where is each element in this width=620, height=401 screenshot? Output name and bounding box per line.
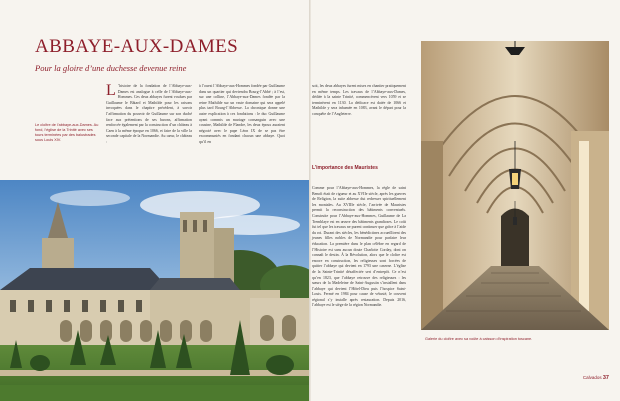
dropcap: L xyxy=(106,82,116,99)
body-text-1: ’histoire de la fondation de l’Abbaye-aux-Dames est analogue à celle de l’Abbaye-aux-Hommes. Ces deux abbayes furent voulues par Guillaume le Bâtard et Mathilde pour les raisons invoquées dans le chapitre précédent, à savoir l’affirmation du pouvoir de Guillaume sur son duché face aux prétentions de ses barons, affirmation renforcée également par la construction d’un château à Caen à la même époque en 1066, et faire de la ville la seconde capitale de la Normandie. Au cœur, le château : xyxy=(106,84,192,144)
caption-left: Le cloître de l’abbaye-aux-Dames. Au fond, l’église de la Trinité avec ses tours terminées par des balustrades sous Louis XIV. xyxy=(35,123,99,142)
body-column-3b: Comme pour l’Abbaye-aux-Hommes, la règle de saint Benoît était de rigueur et au XVIIe siècle, après les guerres de Religion, la suite abbesse dut redresser spirituellement les moniales. Au XVIIIe siècle, l’arrivée de Mauristes permit la reconstruction des bâtiments conventuels. Construite pour l’Abbaye-aux-Hommes, Guillaume de La Tremblaye est en œuvre des bâtiments grandioses. Le coût fut tel que les travaux ne purent continuer que grâce à l’aide du roi. Durant des siècles, les bénédictines accueillirent des jeunes filles nobles de Normandie pour parfaire leur éducation. La première dans le plan célèbre en regard de l’Histoire est sans aucun doute Charlotte Corday, dont on connaît le destin. À la Révolution, alors que le cloître est encore en construction, les religieuses sont forcées de quitter l’abbaye qui devient en 1793 une caserne. L’église de la Sainte-Trinité désaffectée sert d’entrepôt. Ce n’est qu’en 1823, que l’abbaye retrouve des religieuses : les sœurs de la Madeleine de Saint-Augustin s’installent dans l’abbaye qui devient l’Hôtel-Dieu puis l’hospice Saint-Louis. Fermé en 1984 pour cause de vétusté, le couvent régional s’y installe après restauration. Depuis 2016, l’abbaye est le siège de la région Normandie. xyxy=(312,186,406,308)
body-column-2: à l’ouest l’Abbaye-aux-Hommes fondée par Guillaume dans un quartier qui deviendra Bourg-l’Abbé ; à l’est, sur une colline, l’Abbaye-aux-Dames fondée par la reine Mathilde sur un vaste domaine qui sera appelé plus tard Bourg-l’Abbesse. La chronique donne une autre explication à ces fondations : le duc Guillaume ayant commis un mariage consanguin avec une cousine, Mathilde de Flandre, les deux époux auraient négocié avec le pape Léon IX de se pas être excommuniés en fondant chacun une abbaye. Quoi qu’il en xyxy=(199,84,285,144)
page-footer xyxy=(583,375,609,381)
article-title: ABBAYE-AUX-DAMES xyxy=(35,36,239,57)
page-spine xyxy=(309,0,311,401)
caption-right: Galerie du cloître avec sa voûte à caisson d’inspiration toscane. xyxy=(425,337,533,341)
cloister-gallery-photo xyxy=(421,41,609,330)
page-number: 37 xyxy=(602,375,609,381)
body-column-1 xyxy=(106,84,192,146)
body-column-3: soit, les deux abbayes furent mises en chantier pratiquement en même temps. Les travaux de l’Abbaye-aux-Dames, dédiée à la sainte Trinité, commencèrent vers 1059 et se terminèrent en 1130. La dédicace est datée de 1066 et Mathilde y sera inhumée en 1083, avant le départ pour la conquête de l’Angleterre. xyxy=(312,84,406,116)
footer-label: Calvados xyxy=(582,375,602,380)
section-subhead: L’importance des Mauristes xyxy=(312,165,378,171)
abbey-exterior-photo xyxy=(0,180,309,401)
article-subtitle: Pour la gloire d’une duchesse devenue reine xyxy=(35,63,187,73)
